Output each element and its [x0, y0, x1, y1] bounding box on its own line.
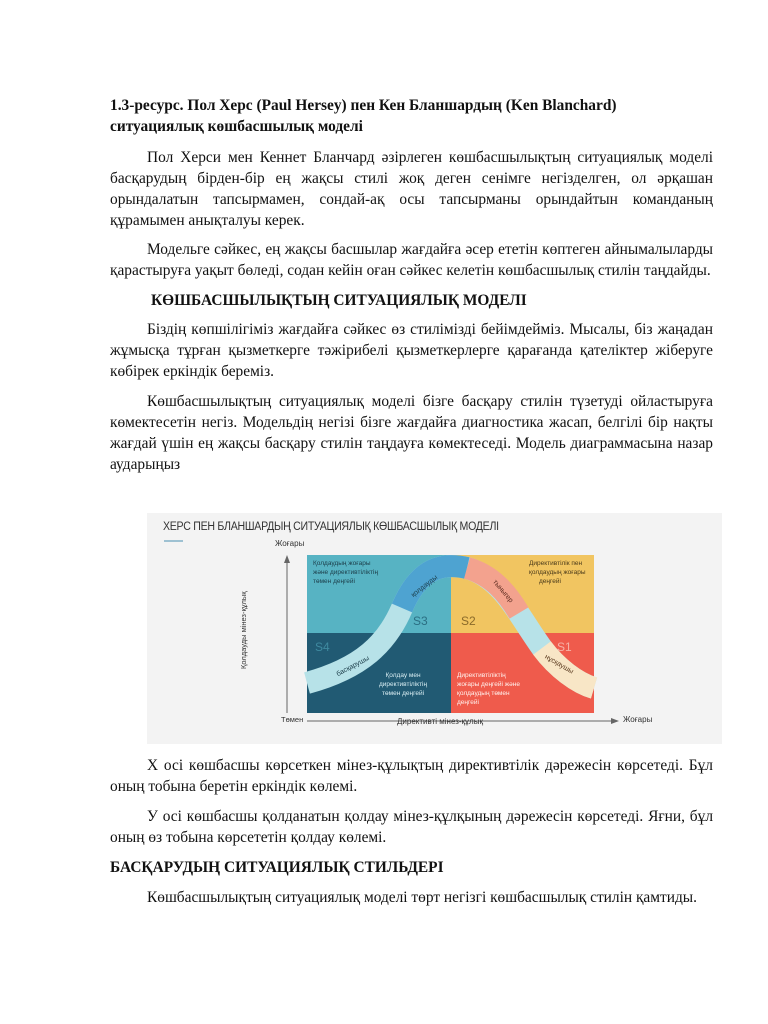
style-s3-label: S3	[413, 614, 428, 628]
q-br-line-4: деңгейі	[457, 699, 479, 706]
quadrant-br-text	[457, 671, 520, 707]
situational-model-diagram	[147, 513, 722, 744]
q-tl-line-3: төмен деңгейі	[313, 578, 355, 585]
paragraph-4: Көшбасшылықтың ситуациялық моделі бізге басқару стилін түзетуді ойластыруға көмектесетін негіз. Модельдің негізі бізге жағдайға диагностика жасап, белгілі бір нақты жағдай үшін ең жақсы басқару стилін таңдауға көмектеседі. Модель диаграммасына назар аударыңыз	[110, 393, 713, 473]
paragraph-1: Пол Херси мен Кеннет Бланчард әзірлеген көшбасшылықтың ситуациялық моделі басқарудың бірден-бір ең жақсы стилі жоқ деген сенімге негізделген, ол әрқашан орындалатын тапсырмамен, сондай-ақ осы тапсырманы орындайтын команданың құрамымен анықталуы керек.	[110, 149, 713, 229]
paragraph-7: Көшбасшылықтың ситуациялық моделі төрт негізгі көшбасшылық стилін қамтиды.	[147, 889, 697, 906]
y-axis-arrow	[284, 555, 290, 563]
q-bl-line-1: Қолдау мен	[385, 672, 421, 679]
diagram-graphic	[147, 513, 722, 744]
curve-label-delegate: басқарушы	[335, 654, 371, 679]
heading-line-2: ситуациялық көшбасшылық моделі	[110, 118, 363, 135]
q-tr-line-2: қолдаудың жоғары	[529, 569, 586, 576]
document-page	[110, 95, 713, 475]
curve-label-direct: нұсқаушы	[543, 653, 575, 676]
diagram-title: ХЕРС ПЕН БЛАНШАРДЫҢ СИТУАЦИЯЛЫҚ КӨШБАСШЫЛЫҚ МОДЕЛІ	[163, 521, 499, 533]
x-axis-arrow	[611, 718, 619, 724]
q-tr-line-3: деңгейі	[539, 578, 561, 585]
heading-line-1: 1.3-ресурс. Пол Херс (Paul Hersey) пен Кен Бланшардың (Ken Blanchard)	[110, 97, 617, 114]
q-bl-line-2: директивтіліктің	[379, 681, 428, 688]
q-bl-line-3: төмен деңгейі	[382, 690, 425, 697]
paragraph-2: Модельге сәйкес, ең жақсы басшылар жағдайға әсер ететін көптеген айнымалыларды қарастыруға уақыт бөледі, содан кейін оған сәйкес келетін көшбасшылық стилін таңдайды.	[110, 241, 713, 279]
section-heading-styles: БАСҚАРУДЫҢ СИТУАЦИЯЛЫҚ СТИЛЬДЕРІ	[110, 859, 444, 876]
style-s4-label: S4	[315, 640, 330, 654]
paragraph-5: Х осі көшбасшы көрсеткен мінез-құлықтың директивтілік дәрежесін көрсетеді. Бұл оның тобына беретін еркіндік көлемі.	[110, 757, 713, 795]
section-heading-model: КӨШБАСШЫЛЫҚТЫҢ СИТУАЦИЯЛЫҚ МОДЕЛІ	[151, 292, 527, 309]
q-tl-line-1: Қолдаудың жоғары	[313, 560, 371, 567]
x-axis-label: Директивті мінез-құлық	[397, 717, 483, 726]
paragraph-3: Біздің көпшілігіміз жағдайға сәйкес өз стилімізді бейімдейміз. Мысалы, біз жаңадан жұмысқа тұрған қызметкерге тәжірибелі қызметкерлерге қарағанда қателіктер жіберуге көбірек еркіндік береміз.	[110, 321, 713, 380]
resource-heading	[110, 95, 713, 137]
q-br-line-1: Директивтіліктің	[457, 672, 506, 679]
quadrant-tr-text	[529, 559, 586, 586]
x-axis-right-label: Жоғары	[623, 715, 653, 724]
style-s1-label: S1	[557, 640, 572, 654]
document-page-lower	[110, 755, 713, 908]
curve-label-support: қолдауды	[410, 574, 440, 599]
q-tr-line-1: Директивтілік пен	[529, 560, 583, 567]
y-axis-top-label: Жоғары	[275, 539, 305, 548]
q-br-line-3: қолдаудың төмен	[457, 690, 510, 697]
paragraph-6: У осі көшбасшы қолданатын қолдау мінез-құлқының дәрежесін көрсетеді. Яғни, бұл оның өз тобына көрсететін қолдау көлемі.	[110, 808, 713, 846]
q-br-line-2: жоғары деңгейі және	[457, 681, 520, 688]
q-tl-line-2: және директивтіліктің	[313, 569, 379, 576]
y-axis-label: Қолдауды мінез-құлық	[239, 591, 248, 669]
x-axis-left-label: Төмен	[281, 715, 304, 724]
quadrant-tl-text	[313, 559, 378, 586]
quadrant-bl-text	[379, 671, 427, 698]
curve-label-coach: тыныгер	[491, 578, 515, 605]
style-s2-label: S2	[461, 614, 476, 628]
